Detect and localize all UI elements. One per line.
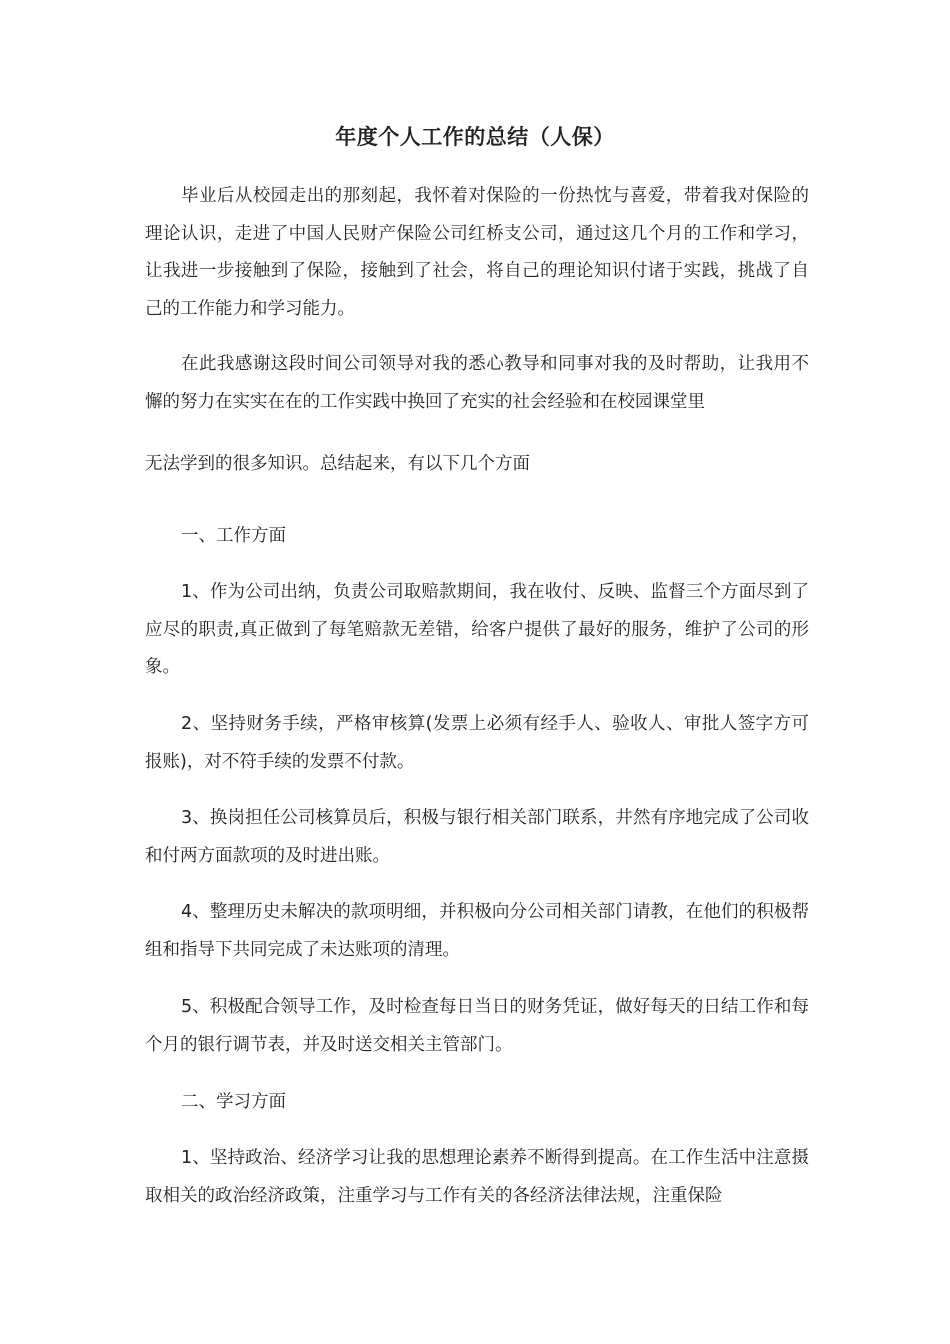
section-heading-work: 一、工作方面 [181, 526, 286, 546]
paragraph-work-4: 4、整理历史未解决的款项明细，并积极向分公司相关部门请教，在他们的积极帮组和指导下共同完成了未达账项的清理。 [145, 902, 809, 960]
paragraph-work-2: 2、坚持财务手续，严格审核算(发票上必须有经手人、验收人、审批人签字方可报账)，对不符手续的发票不付款。 [145, 714, 809, 772]
paragraph-intro: 毕业后从校园走出的那刻起，我怀着对保险的一份热忱与喜爱，带着我对保险的理论认识，走进了中国人民财产保险公司红桥支公司，通过这几个月的工作和学习，让我进一步接触到了保险，接触到了社会，将自己的理论知识付诸于实践，挑战了自己的工作能力和学习能力。 [145, 186, 809, 319]
section-heading-study: 二、学习方面 [181, 1092, 286, 1112]
paragraph-study-1: 1、坚持政治、经济学习让我的思想理论素养不断得到提高。在工作生活中注意摄取相关的政治经济政策，注重学习与工作有关的各经济法律法规，注重保险 [145, 1148, 809, 1206]
document-title: 年度个人工作的总结（人保） [335, 125, 615, 149]
paragraph-work-3: 3、换岗担任公司核算员后，积极与银行相关部门联系，井然有序地完成了公司收和付两方面款项的及时进出账。 [145, 808, 809, 866]
paragraph-thanks-continued: 无法学到的很多知识。总结起来，有以下几个方面 [145, 454, 530, 474]
paragraph-thanks: 在此我感谢这段时间公司领导对我的悉心教导和同事对我的及时帮助，让我用不懈的努力在实实在在的工作实践中换回了充实的社会经验和在校园课堂里 [145, 354, 809, 412]
paragraph-work-1: 1、作为公司出纳，负责公司取赔款期间，我在收付、反映、监督三个方面尽到了应尽的职责,真正做到了每笔赔款无差错，给客户提供了最好的服务，维护了公司的形象。 [145, 582, 809, 677]
paragraph-work-5: 5、积极配合领导工作，及时检查每日当日的财务凭证，做好每天的日结工作和每个月的银行调节表，并及时送交相关主管部门。 [145, 997, 809, 1055]
